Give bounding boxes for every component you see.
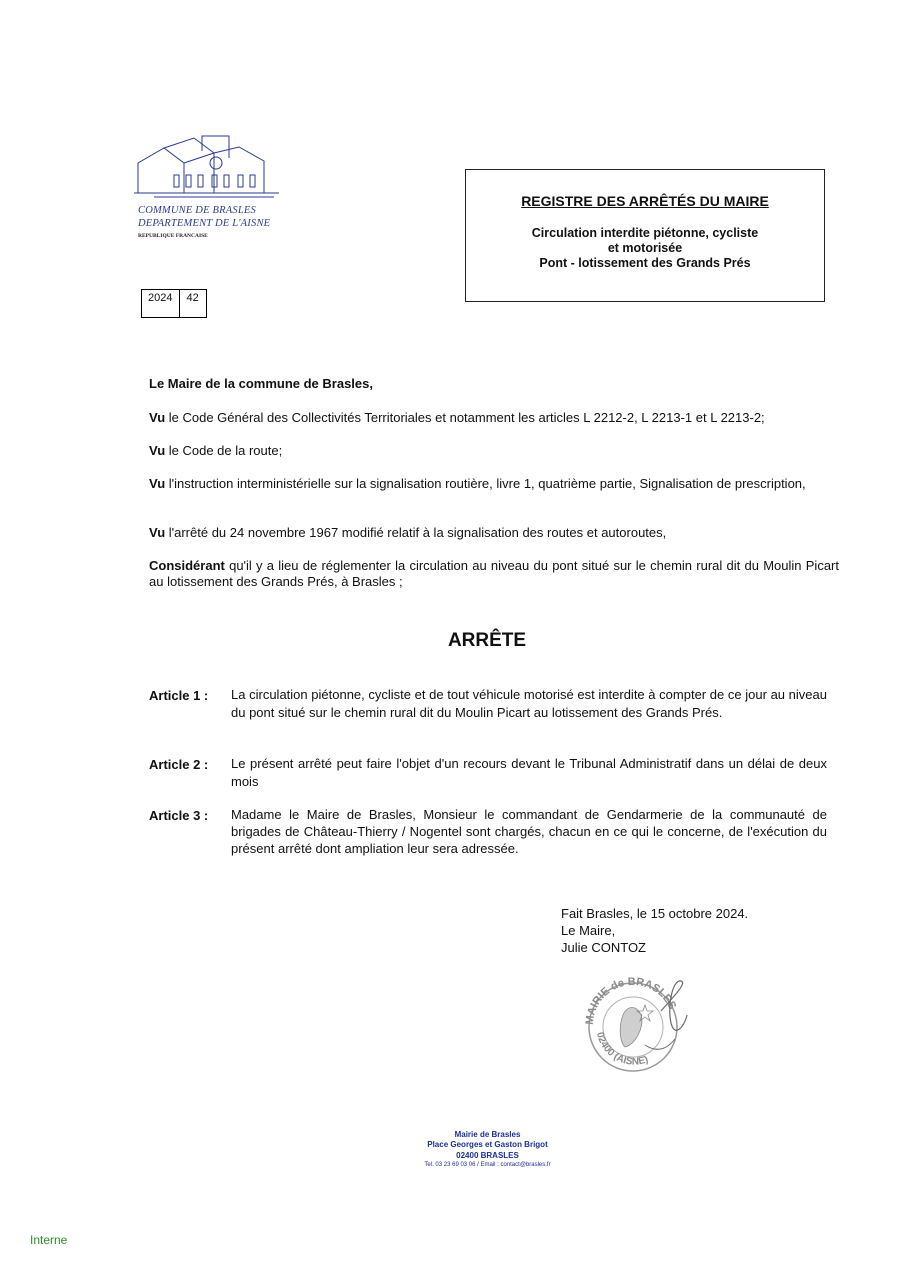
footer-mairie-name: Mairie de Brasles <box>454 1130 521 1139</box>
vu-keyword: Vu <box>149 443 166 458</box>
register-subtitle-line2: et motorisée <box>607 241 683 255</box>
footer-contact: Tel. 03 23 69 03 06 / Email : contact@brasles.fr <box>424 1162 551 1168</box>
reference-table <box>141 289 207 318</box>
reference-number: 42 <box>180 290 206 318</box>
register-title: REGISTRE DES ARRÊTÉS DU MAIRE <box>521 193 769 209</box>
article-3-label: Article 3 : <box>149 808 209 823</box>
stamp-top-text: MAIRIE de BRASLES <box>583 975 679 1026</box>
preamble-vu-3: Vu l'instruction interministérielle sur la signalisation routière, livre 1, quatrième partie, Signalisation de prescription, <box>149 476 806 491</box>
preamble-vu-1: Vu le Code Général des Collectivités Territoriales et notamment les articles L 2212-2, L 2213-1 et L 2213-2; <box>149 410 765 425</box>
footer-address: Place Georges et Gaston Brigot <box>427 1140 548 1149</box>
preamble-considerant: Considérant qu'il y a lieu de réglementer la circulation au niveau du pont situé sur le chemin rural dit du Moulin Picart au lotissement des Grands Prés, à Brasles ; <box>149 558 839 589</box>
classification-label: Interne <box>30 1233 68 1247</box>
register-box <box>465 169 825 302</box>
footer-postal: 02400 BRASLES <box>456 1151 519 1160</box>
signature-title: Le Maire, <box>561 923 616 938</box>
mairie-stamp <box>575 975 705 1075</box>
commune-logo <box>134 133 314 248</box>
considerant-keyword: Considérant <box>149 558 225 573</box>
signature-name: Julie CONTOZ <box>561 940 646 955</box>
preamble-intro: Le Maire de la commune de Brasles, <box>149 376 373 391</box>
logo-department: DEPARTEMENT DE L'AISNE <box>138 218 271 229</box>
article-1-text: La circulation piétonne, cycliste et de tout véhicule motorisé est interdite à compter de ce jour au niveau du pont situé sur le chemin rural dit du Moulin Picart au lotissement des Grands Prés. <box>231 687 827 720</box>
vu-keyword: Vu <box>149 410 166 425</box>
register-subtitle-line1: Circulation interdite piétonne, cycliste <box>531 226 759 240</box>
article-2-text: Le présent arrêté peut faire l'objet d'un recours devant le Tribunal Administratif dans un délai de deux mois <box>231 756 827 789</box>
vu-keyword: Vu <box>149 525 166 540</box>
article-1-label: Article 1 : <box>149 688 209 703</box>
signature-place-date: Fait Brasles, le 15 octobre 2024. <box>561 906 749 921</box>
register-subtitle <box>466 226 824 271</box>
logo-republic: REPUBLIQUE FRANCAISE <box>138 233 208 239</box>
logo-commune-name: COMMUNE DE BRASLES <box>138 205 256 216</box>
vu-keyword: Vu <box>149 476 166 491</box>
preamble-vu-4: Vu l'arrêté du 24 novembre 1967 modifié relatif à la signalisation des routes et autoroutes, <box>149 525 667 540</box>
article-2-label: Article 2 : <box>149 757 209 772</box>
preamble-vu-2: Vu le Code de la route; <box>149 443 283 458</box>
official-seal-icon <box>575 975 705 1075</box>
reference-year: 2024 <box>142 290 180 318</box>
article-3-text: Madame le Maire de Brasles, Monsieur le commandant de Gendarmerie de la communauté de brigades de Château-Thierry / Nogentel sont chargés, chacun en ce qui le concerne, de l'exécution du présent arrêté dont ampliation leur sera adressée. <box>231 807 827 856</box>
decision-heading: ARRÊTE <box>447 630 527 651</box>
stamp-bottom-text: 02400 (AISNE) <box>593 1031 650 1068</box>
town-hall-drawing-icon <box>134 133 284 203</box>
register-subtitle-line3: Pont - lotissement des Grands Prés <box>539 256 751 270</box>
signature-block <box>561 905 748 956</box>
